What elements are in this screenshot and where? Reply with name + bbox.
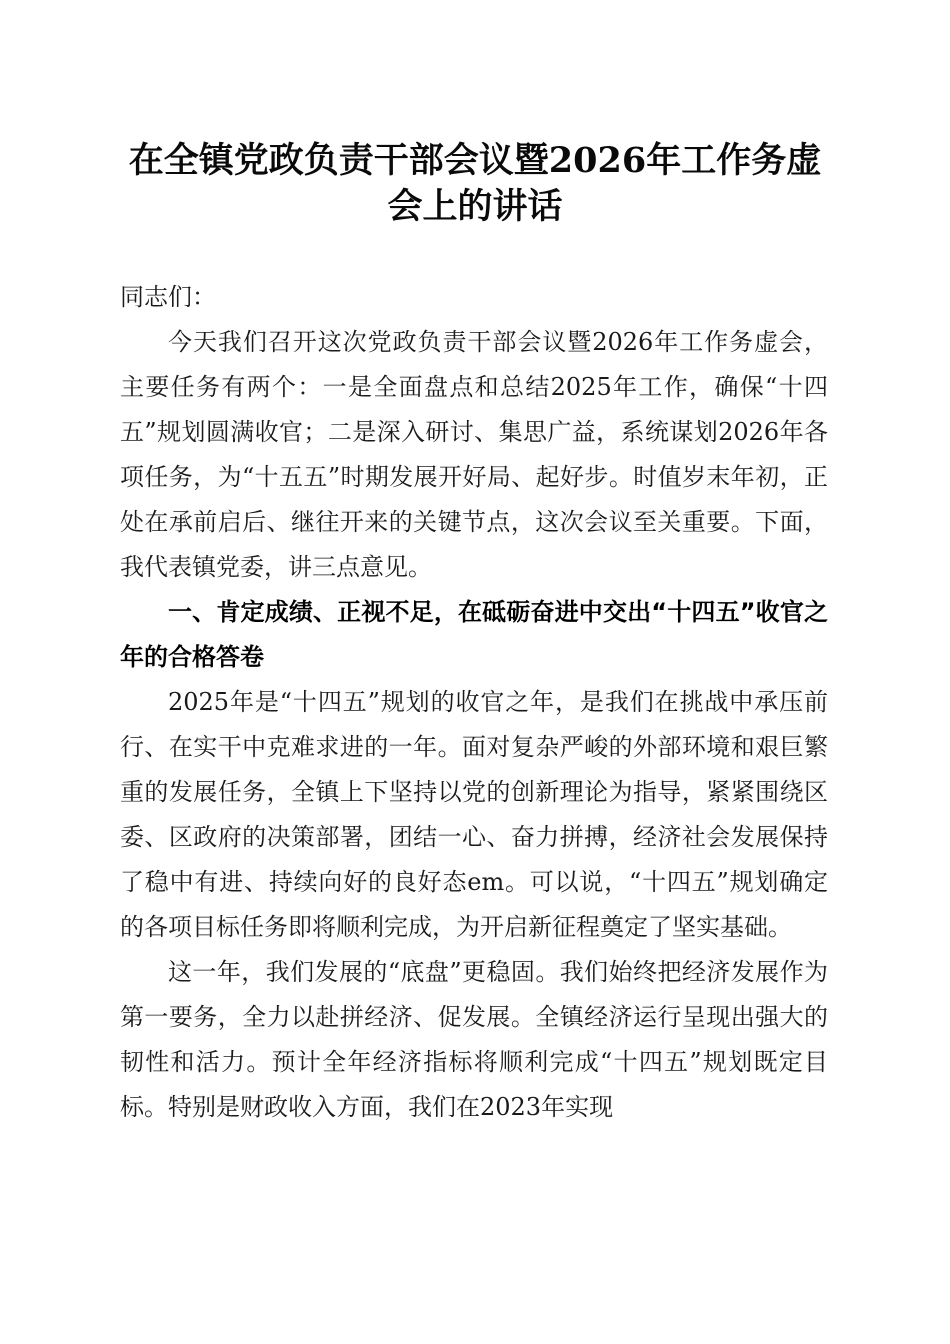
paragraph-economy: 这一年，我们发展的“底盘”更稳固。我们始终把经济发展作为第一要务，全力以赴拼经济、促发展。全镇经济运行呈现出强大的韧性和活力。预计全年经济指标将顺利完成“十四五”规划既定目标。特别是财政收入方面，我们在2023年实现: [120, 958, 828, 1121]
document-title-line-2: 会上的讲话: [387, 186, 563, 227]
document-title-line-1: 在全镇党政负责干部会议暨2026年工作务虚: [128, 140, 822, 181]
document-body: [120, 275, 828, 1130]
salutation: 同志们：: [120, 283, 216, 311]
document-title: [100, 138, 850, 230]
paragraph-review: 2025年是“十四五”规划的收官之年，是我们在挑战中承压前行、在实干中克难求进的一年。面对复杂严峻的外部环境和艰巨繁重的发展任务，全镇上下坚持以党的创新理论为指导，紧紧围绕区委、区政府的决策部署，团结一心、奋力拼搏，经济社会发展保持了稳中有进、持续向好的良好态em。可以说，“十四五”规划确定的各项目标任务即将顺利完成，为开启新征程奠定了坚实基础。: [120, 688, 828, 941]
section-heading-1: 一、肯定成绩、正视不足，在砥砺奋进中交出“十四五”收官之年的合格答卷: [120, 598, 828, 671]
paragraph-intro: 今天我们召开这次党政负责干部会议暨2026年工作务虚会，主要任务有两个：一是全面盘点和总结2025年工作，确保“十四五”规划圆满收官；二是深入研讨、集思广益，系统谋划2026年各项任务，为“十五五”时期发展开好局、起好步。时值岁末年初，正处在承前启后、继往开来的关键节点，这次会议至关重要。下面，我代表镇党委，讲三点意见。: [120, 328, 828, 581]
